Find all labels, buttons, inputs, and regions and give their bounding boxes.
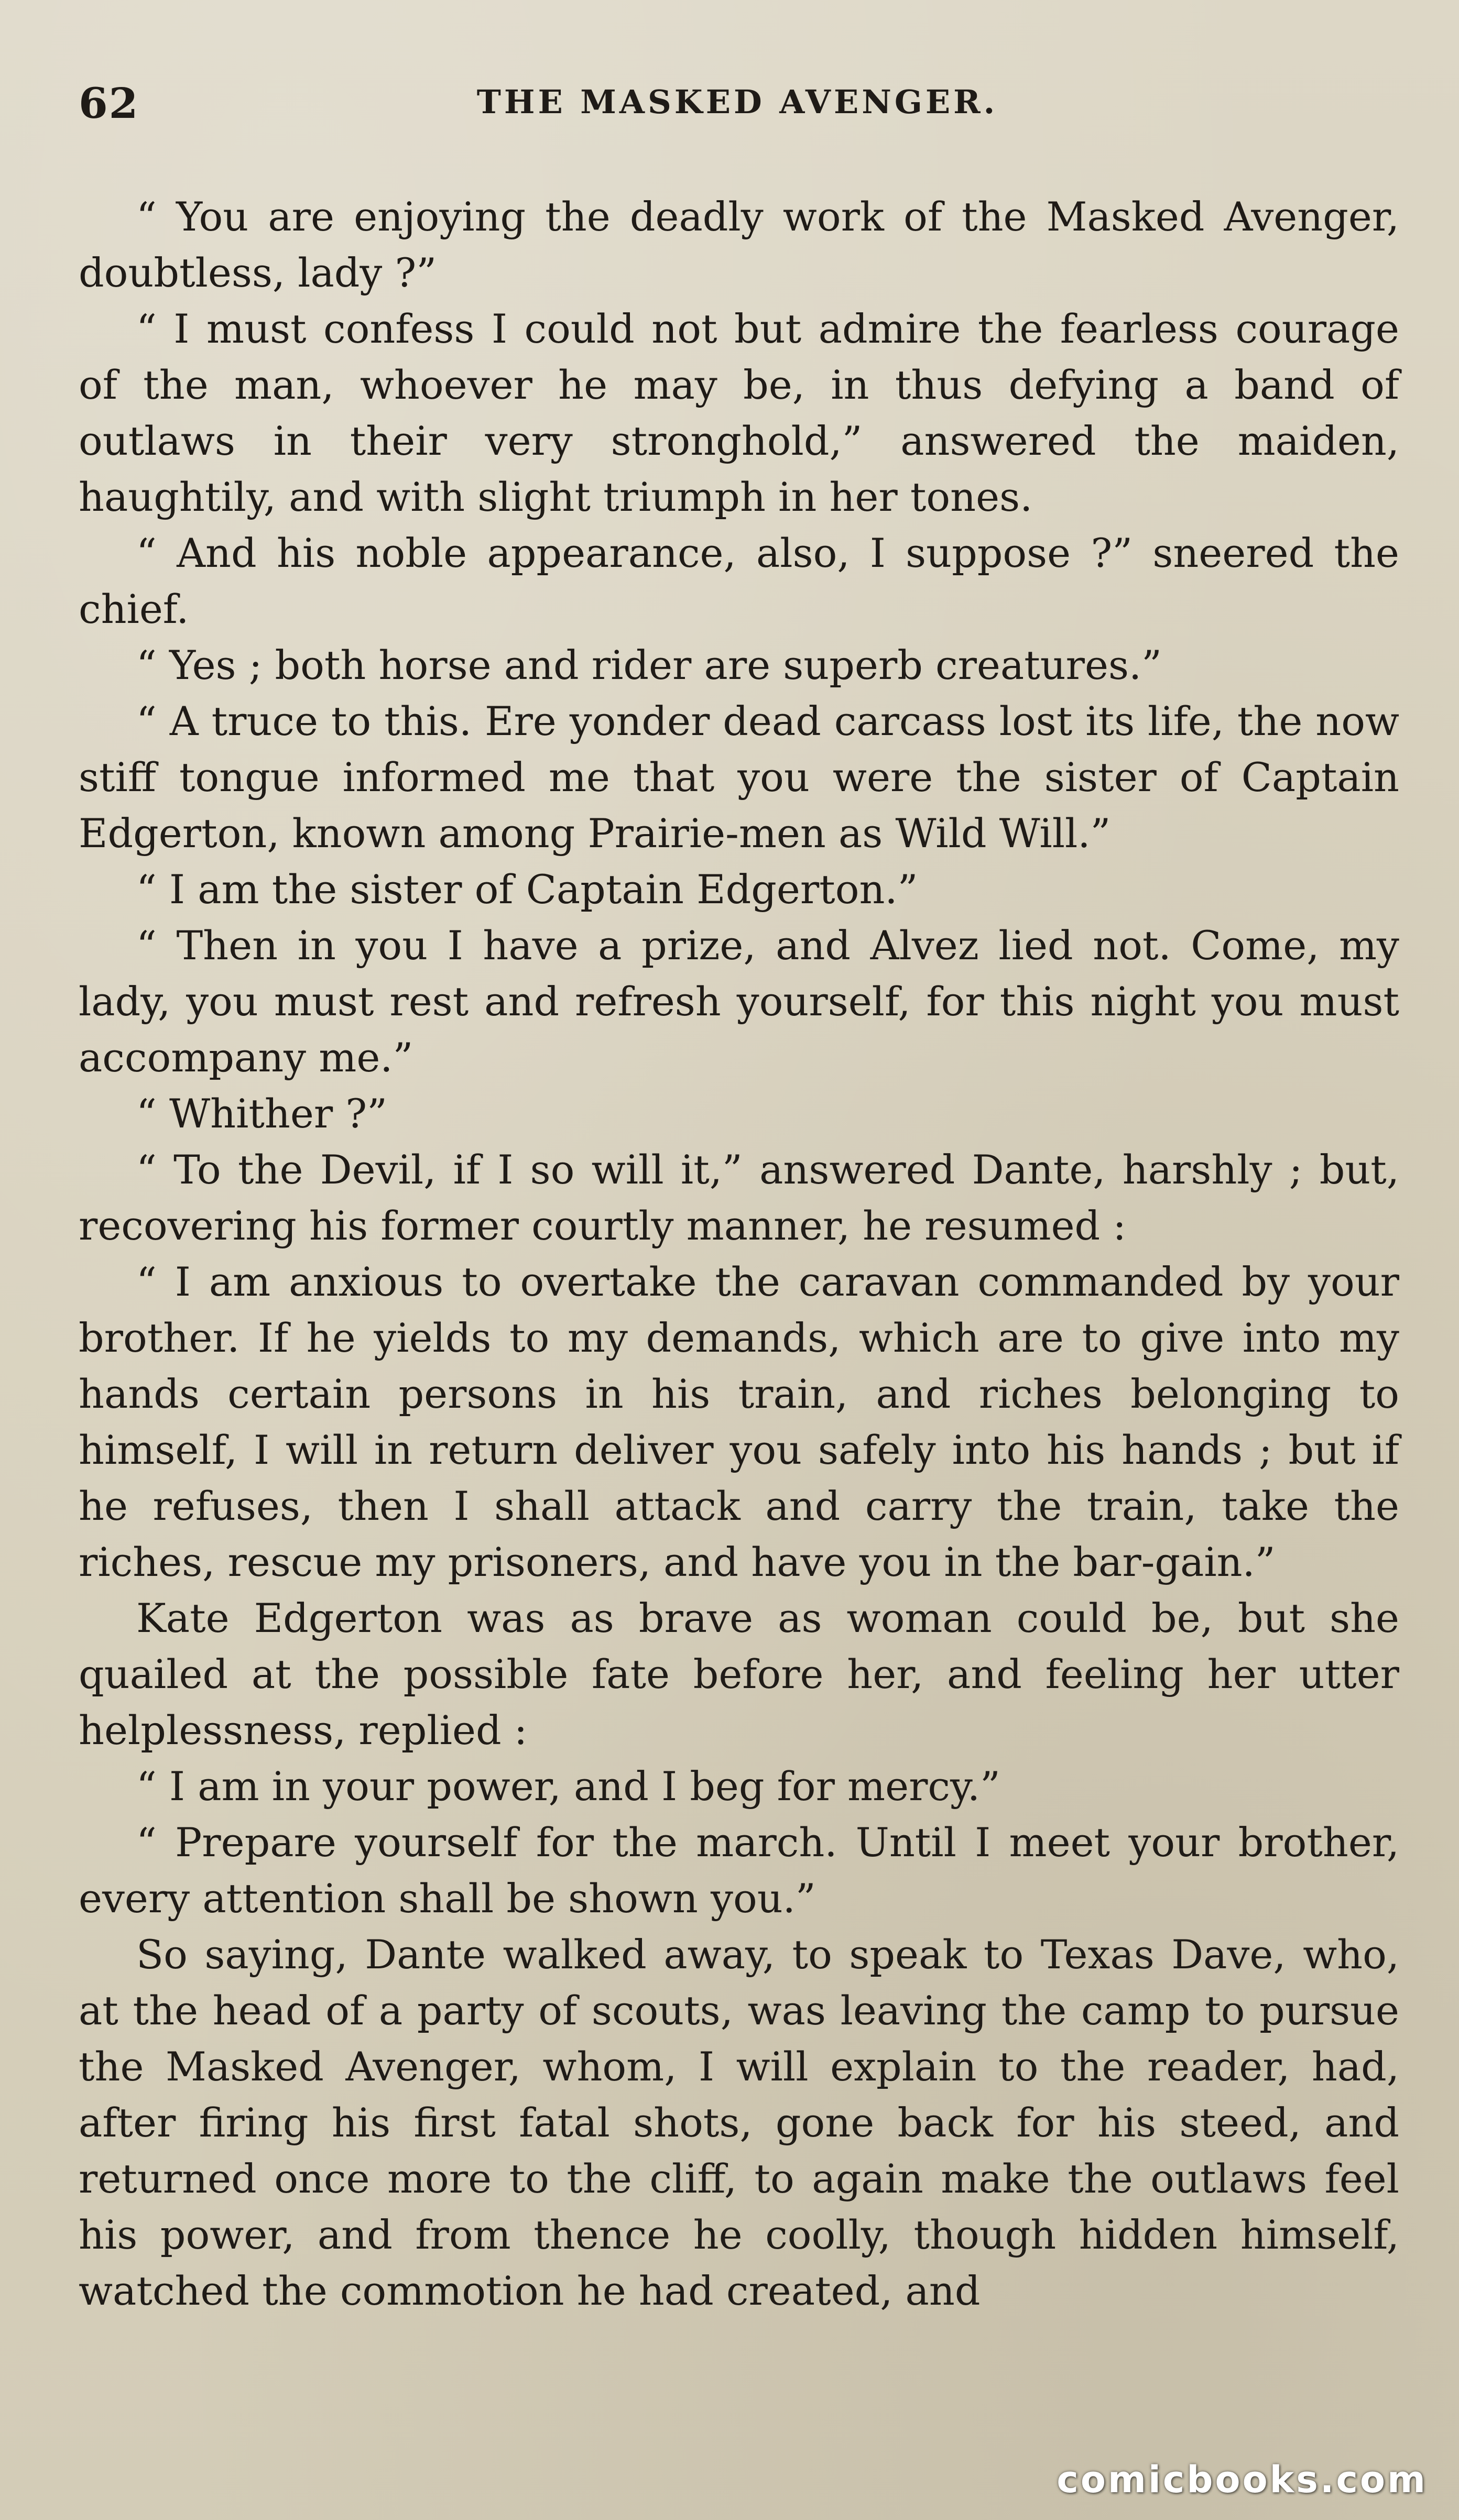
paragraph: “ To the Devil, if I so will it,” answered Dante, harshly ; but, recovering his former courtly manner, he resumed :	[79, 1146, 1399, 1249]
running-head	[79, 79, 1396, 141]
paragraph: “ I am in your power, and I beg for mercy.”	[136, 1763, 1000, 1810]
paragraph: “ Prepare yourself for the march. Until I meet your brother, every attention shall be shown you.”	[79, 1819, 1399, 1922]
running-title: THE MASKED AVENGER.	[476, 83, 998, 121]
body-text	[79, 189, 1399, 2319]
page-number: 62	[79, 79, 139, 128]
paragraph: “ Yes ; both horse and rider are superb creatures.”	[136, 642, 1162, 688]
paragraph: Kate Edgerton was as brave as woman could be, but she quailed at the possible fate before her, and feeling her utter helplessness, replied :	[79, 1595, 1399, 1754]
paragraph: “ I am anxious to overtake the caravan commanded by your brother. If he yields to my demands, which are to give into my hands certain persons in his train, and riches belonging to himself, I will in return deliver you safely into his hands ; but if he refuses, then I shall attack and carry the train, take the riches, rescue my prisoners, and have you in the bar-gain.”	[79, 1258, 1399, 1585]
watermark: comicbooks.com	[1057, 2458, 1428, 2501]
paragraph: “ You are enjoying the deadly work of the Masked Avenger, doubtless, lady ?”	[79, 193, 1399, 296]
paragraph: “ I am the sister of Captain Edgerton.”	[136, 866, 918, 913]
paragraph: “ Then in you I have a prize, and Alvez lied not. Come, my lady, you must rest and refresh yourself, for this night you must accompany me.”	[79, 922, 1399, 1081]
paragraph: So saying, Dante walked away, to speak to Texas Dave, who, at the head of a party of scouts, was leaving the camp to pursue the Masked Avenger, whom, I will explain to the reader, had, after firing his first fatal shots, gone back for his steed, and returned once more to the cliff, to again make the outlaws feel his power, and from thence he coolly, though hidden himself, watched the commotion he had created, and	[79, 1931, 1399, 2314]
paragraph: “ And his noble appearance, also, I suppose ?” sneered the chief.	[79, 530, 1399, 632]
paragraph: “ I must confess I could not but admire the fearless courage of the man, whoever he may be, in thus defying a band of outlaws in their very stronghold,” answered the maiden, haughtily, and with slight triumph in her tones.	[79, 305, 1399, 520]
paragraph: “ Whither ?”	[136, 1090, 387, 1137]
paragraph: “ A truce to this. Ere yonder dead carcass lost its life, the now stiff tongue informed me that you were the sister of Captain Edgerton, known among Prairie-men as Wild Will.”	[79, 698, 1399, 857]
